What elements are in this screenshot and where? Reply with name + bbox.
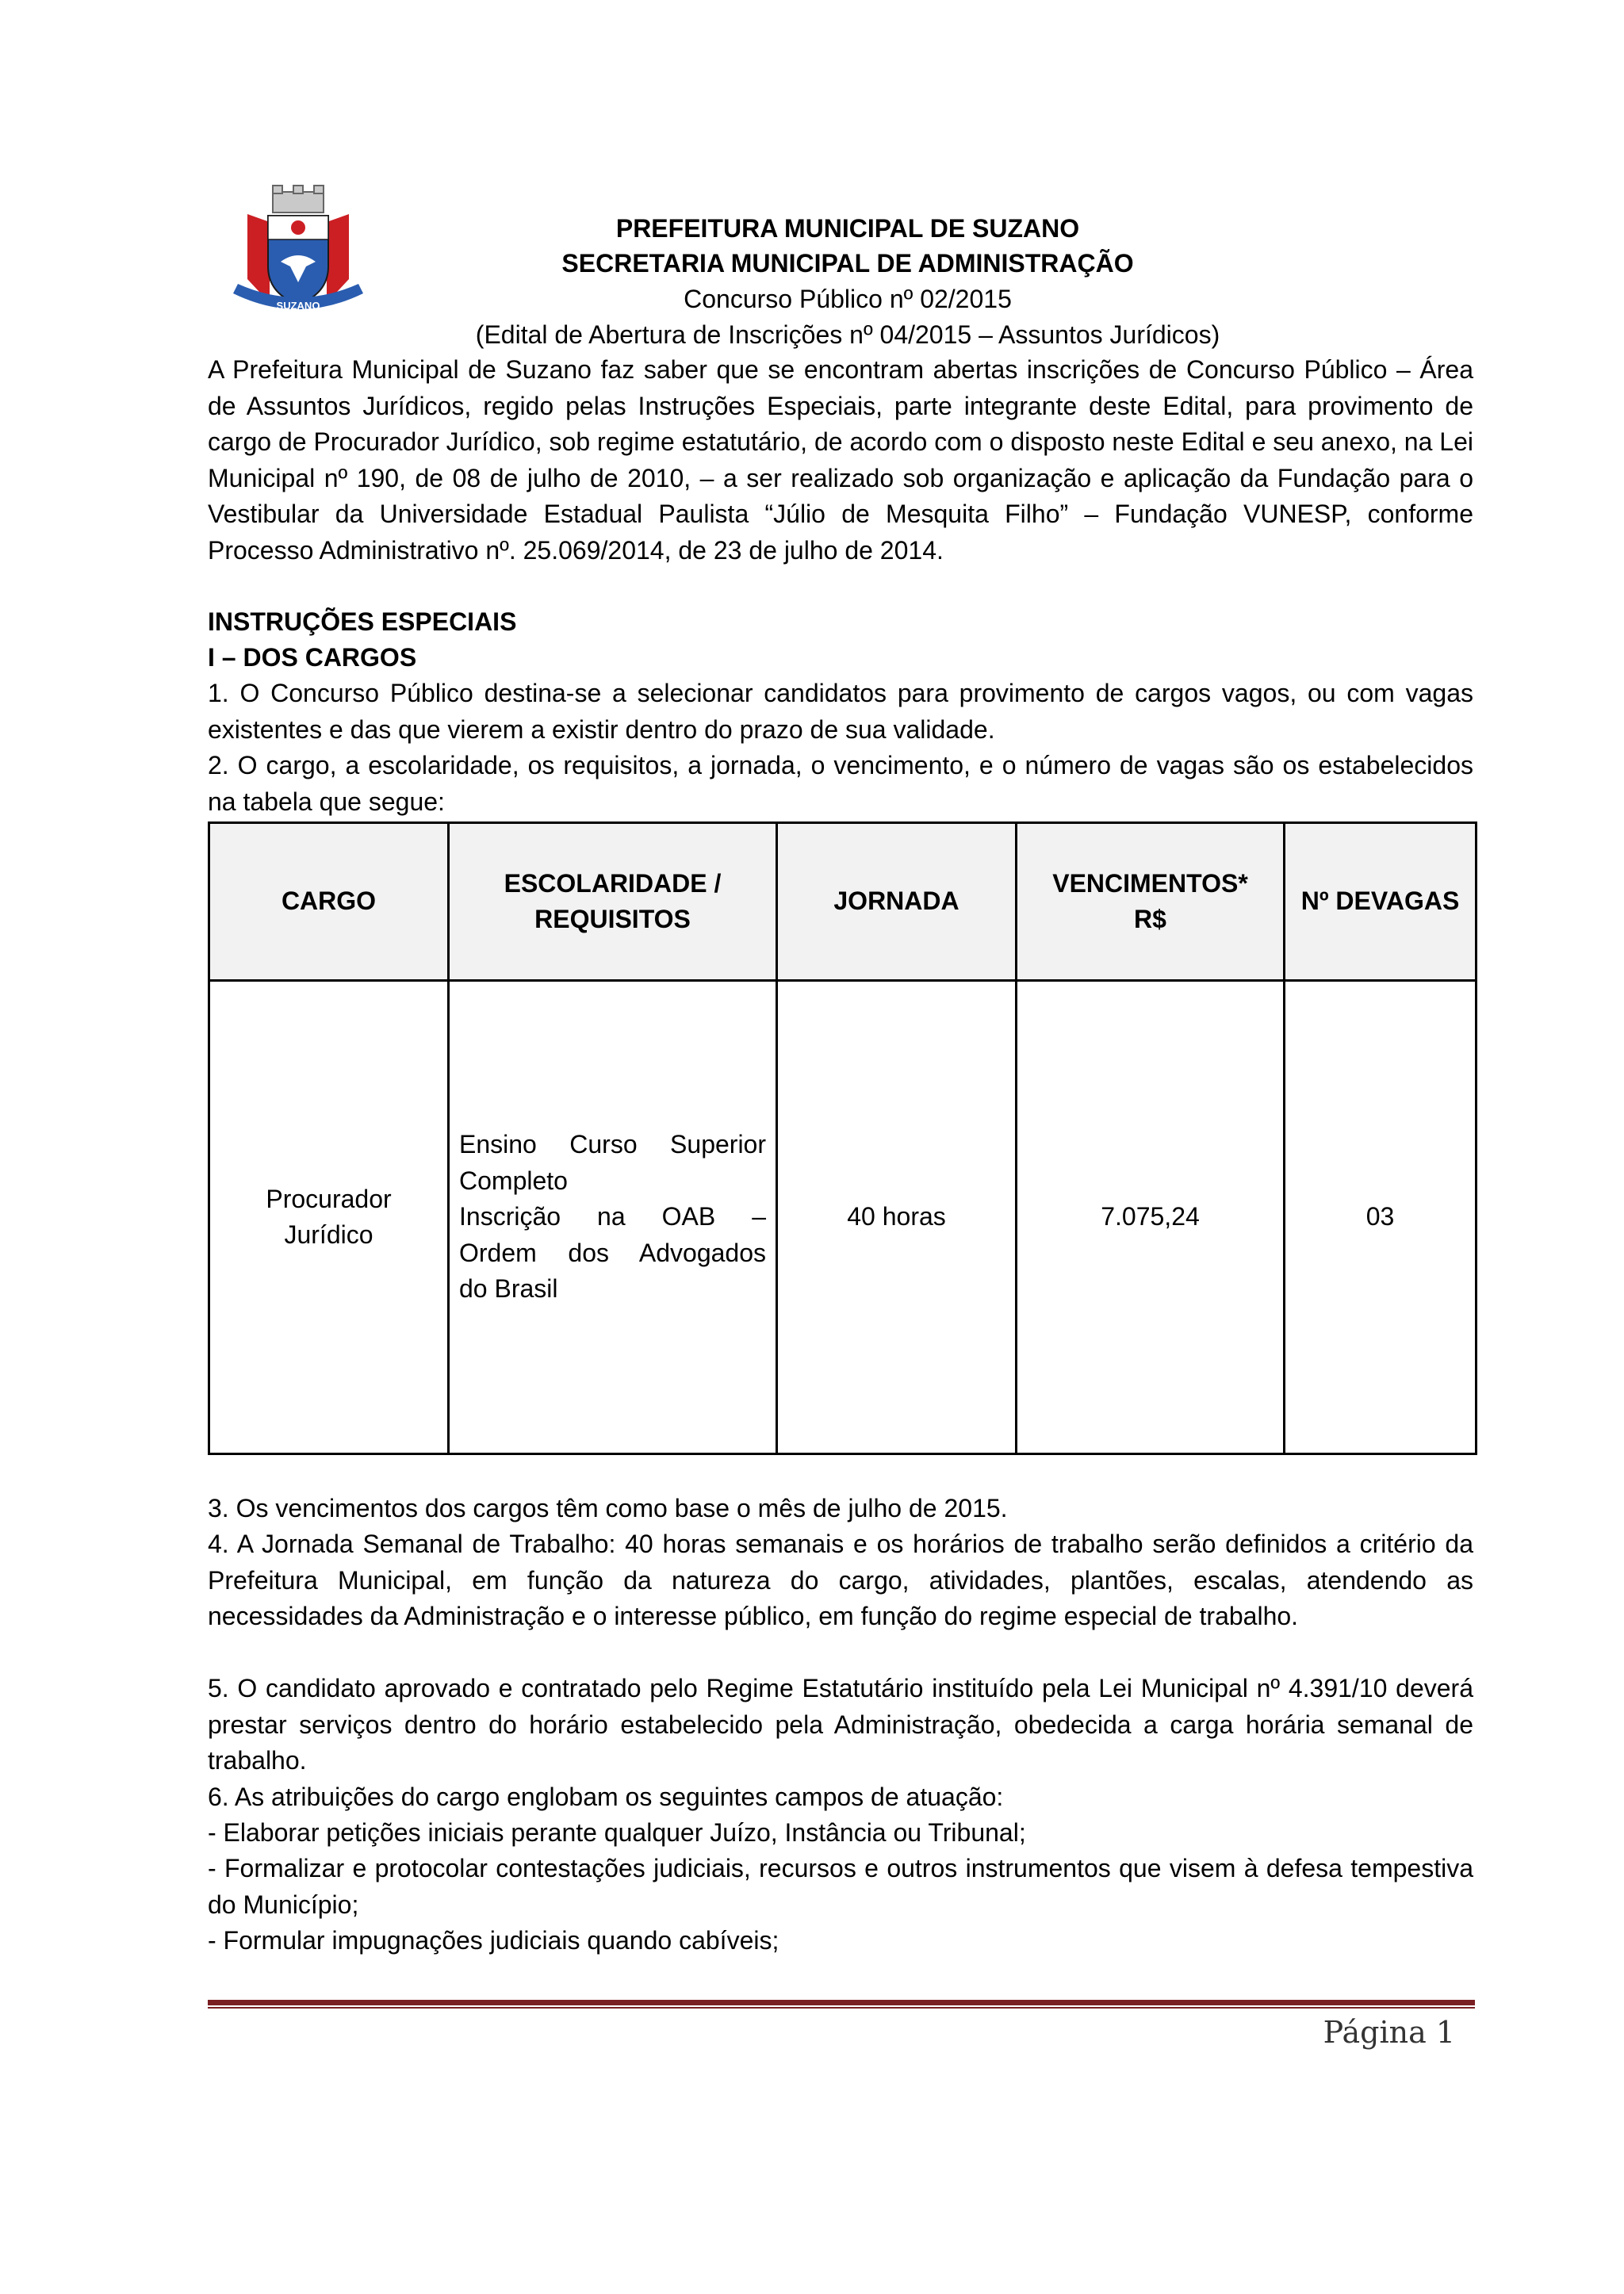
page-number: Página 1 [1323,2015,1455,2050]
header-subtitle: SECRETARIA MUNICIPAL DE ADMINISTRAÇÃO [561,249,1134,278]
cell-requisitos-line4: Ordem dos Advogados [459,1238,766,1267]
header-jornada: JORNADA [777,823,1017,981]
table-row [209,981,1477,1454]
header-vagas: Nº DEVAGAS [1285,823,1477,981]
item-6: 6. As atribuições do cargo englobam os seguintes campos de atuação: [208,1783,1004,1811]
header-vencimentos-line2: R$ [1134,905,1166,933]
cell-requisitos-line3: Inscrição na OAB – [459,1202,766,1231]
cell-cargo-line2: Jurídico [284,1220,373,1249]
intro-paragraph: A Prefeitura Municipal de Suzano faz saber que se encontram abertas inscrições de Concurso Público – Área de Assuntos Jurídicos, regido pelas Instruções Especiais, parte integrante deste Edital, para provimento de cargo de Procurador Jurídico, sob regime estatutário, de acordo com o disposto neste Edital e seu anexo, na Lei Municipal nº 190, de 08 de julho de 2010, – a ser realizado sob organização e aplicação da Fundação para o Vestibular da Universidade Estadual Paulista “Júlio de Mesquita Filho” – Fundação VUNESP, conforme Processo Administrativo nº. 25.069/2014, de 23 de julho de 2014. [208,355,1473,565]
header-contest-number: Concurso Público nº 02/2015 [684,285,1012,313]
footer-divider [208,2000,1475,2009]
table-header-row [209,823,1477,981]
header-title: PREFEITURA MUNICIPAL DE SUZANO [615,214,1080,243]
cell-requisitos [449,981,777,1454]
bullet-1: - Elaborar petições iniciais perante qualquer Juízo, Instância ou Tribunal; [208,1818,1026,1847]
cell-requisitos-line5: do Brasil [459,1274,558,1304]
header-escolaridade-line1: ESCOLARIDADE / [504,868,722,898]
section-subtitle: I – DOS CARGOS [208,643,417,672]
cell-requisitos-line2: Completo [459,1166,568,1195]
item-4: 4. A Jornada Semanal de Trabalho: 40 horas semanais e os horários de trabalho serão definidos a critério da Prefeitura Municipal, em função da natureza do cargo, atividades, plantões, escalas, atendendo as necessidades da Administração e o interesse público, em função do regime especial de trabalho. [208,1530,1473,1630]
crest-motto: SUZANO [276,300,320,312]
cell-vencimentos: 7.075,24 [1017,981,1285,1454]
item-1: 1. O Concurso Público destina-se a selecionar candidatos para provimento de cargos vagos, ou com vagas existentes e das que vierem a existir dentro do prazo de sua validade. [208,679,1473,744]
cell-requisitos-line1: Ensino Curso Superior [459,1130,766,1159]
item-3: 3. Os vencimentos dos cargos têm como base o mês de julho de 2015. [208,1494,1008,1522]
header-edital: (Edital de Abertura de Inscrições nº 04/2015 – Assuntos Jurídicos) [475,320,1220,349]
cell-cargo [209,981,449,1454]
cell-cargo-line1: Procurador [266,1184,392,1213]
section-title: INSTRUÇÕES ESPECIAIS [208,607,517,636]
item-5: 5. O candidato aprovado e contratado pelo Regime Estatutário instituído pela Lei Municipal nº 4.391/10 deverá prestar serviços dentro do horário estabelecido pela Administração, obedecida a carga horária semanal de trabalho. [208,1674,1473,1775]
header-vencimentos [1017,823,1285,981]
header-cargo: CARGO [209,823,449,981]
header-escolaridade-line2: REQUISITOS [534,905,691,933]
bullet-3: - Formular impugnações judiciais quando cabíveis; [208,1926,779,1955]
cell-jornada: 40 horas [777,981,1017,1454]
header-escolaridade [449,823,777,981]
item-2: 2. O cargo, a escolaridade, os requisitos, a jornada, o vencimento, e o número de vagas são os estabelecidos na tabela que segue: [208,751,1473,816]
positions-table [208,821,1477,1455]
cell-vagas: 03 [1285,981,1477,1454]
header-vencimentos-line1: VENCIMENTOS* [1052,868,1248,898]
bullet-2: - Formalizar e protocolar contestações judiciais, recursos e outros instrumentos que visem à defesa tempestiva do Município; [208,1854,1473,1919]
